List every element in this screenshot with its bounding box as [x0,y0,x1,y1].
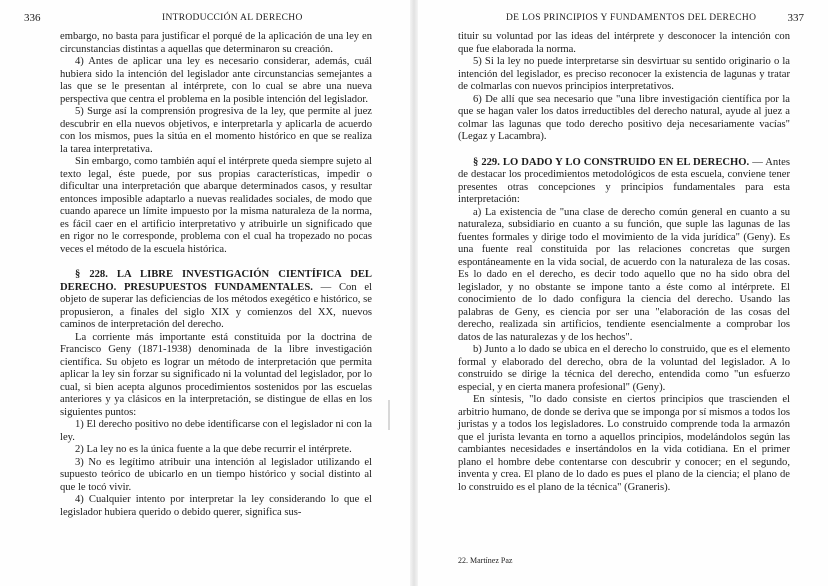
paragraph: 5) Surge así la comprensión progresiva de la ley, que permite al juez descubrir en ella nuevos objetivos, e interpretarla y aplicarla de acuerdo con los mismos, pues la sitúa en el momento histórico en que se realiza la tarea interpretativa. [60,106,372,155]
list-item: a) La existencia de "una clase de derecho común general en cuanto a su naturaleza, subsidiario en cuanto a su función, que suple las lagunas de las fuentes formales y dirige todo el movimiento de la vida jurídica" (Geny). Es una fuente real constituida por las relaciones concretas que surgen espontáneamente en la vida social, de acuerdo con la naturaleza de las cosas. Es lo dado en el derecho, es decir todo aquello que no ha sido obra del legislador, y no obstante se impone tanto a éste como al intérprete. El conocimiento de lo dado configura la ciencia del derecho. Usando las palabras de Geny, es ciencia por ser una "elaboración de las cosas del derecho, realizada sin artificios, tendiente esencialmente a comprobar los datos de las naturalezas y de los hechos". [458,206,790,343]
paragraph: La corriente más importante está constituida por la doctrina de Francisco Geny (1871-1938) denominada de la libre investigación científica. Su objeto es lograr un método de interpretación que permita aplicar la ley sin forzar su significado ni la voluntad del legislador, por lo cual, si bien acepta algunos procedimientos sostenidos por las escuelas anteriores y ya clásicos en la interpretación, se distingue de ellas en los siguientes puntos: [60,331,372,418]
list-item: 3) No es legítimo atribuir una intención al legislador utilizando el supuesto teórico de ubicarlo en un tiempo histórico y social distinto al que le tocó vivir. [60,456,372,493]
list-item: 2) La ley no es la única fuente a la que debe recurrir el intérprete. [75,444,352,455]
body-text [458,31,790,494]
list-item: 4) Cualquier intento por interpretar la ley considerando lo que el legislador hubiera querido o debido querer, significa sus- [60,494,372,518]
page-number: 336 [24,12,41,24]
signature-footer: 22. Martínez Paz [458,556,513,565]
list-item: 6) De allí que sea necesario que "una libre investigación científica por la que se hagan valer los datos irreductibles del derecho natural, ayude al juez a colmar las lagunas que todo derecho positivo deja necesariamente vacías" (Legaz y Lacambra). [458,93,790,142]
right-page [414,0,828,586]
section-paragraph [458,157,790,207]
paragraph: embargo, no basta para justificar el porqué de la aplicación de una ley en circunstancias distintas a aquellas que determinaron su creación. [60,31,372,55]
list-item: b) Junto a lo dado se ubica en el derecho lo construido, que es el elemento formal y elaborado del derecho, obra de la voluntad del legislador. A lo construido se dirige la técnica del derecho, entendida como "un esfuerzo especial, y en cierta manera profesional" (Geny). [458,344,790,393]
section-heading: § 228. LA LIBRE INVESTIGACIÓN CIENTÍFICA DEL DERECHO. PRESUPUESTOS FUNDAMENTALES. [60,269,372,293]
list-item: 1) El derecho positivo no debe identificarse con el legislador ni con la ley. [60,419,372,443]
running-head: INTRODUCCIÓN AL DERECHO [162,13,303,23]
scan-mark [388,400,390,430]
paragraph: tituir su voluntad por las ideas del intérprete y desconocer la intención con que fue elaborada la norma. [458,31,790,55]
section-intro: — Con el objeto de superar las deficiencias de los métodos exegético e histórico, se propusieron, a finales del siglo XIX y comienzos del XX, nuevos caminos de interpretación del derecho. [60,281,372,330]
paragraph: En síntesis, "lo dado consiste en ciertos principios que trascienden el arbitrio humano, de donde se deriva que se imponga por sí mismos a todos los juristas y a todos los legisladores. Lo construido comprende toda la armazón que el jurista levanta en torno a aquellos principios, modelándolos según las cambiantes necesidades e insertándolos en la vida cotidiana. En el primer plano el hombre debe contentarse con descubrir y conocer; en el segundo, inventa y crea. El plano de lo dado es pues el plano de la ciencia; el plano de lo construido es el plano de la técnica" (Graneris). [458,394,790,493]
page-number: 337 [787,12,804,24]
running-head: DE LOS PRINCIPIOS Y FUNDAMENTOS DEL DERECHO [506,13,757,23]
section-paragraph [60,269,372,332]
paragraph: 4) Antes de aplicar una ley es necesario considerar, además, cuál hubiera sido la intención del legislador ante circunstancias semejantes a las que se le presentan al intérprete, con lo cual se abre una nueva perspectiva que centra el problema en la posible intención del legislador. [60,56,372,105]
paragraph: Sin embargo, como también aquí el intérprete queda siempre sujeto al texto legal, éste puede, por sus propias características, impedir o dificultar una interpretación que abarque determinados casos, y resultar entonces imposible adaptarlo a nuevas realidades sociales, de modo que cuando aparece un límite impuesto por la misma naturaleza de la norma, es fácil caer en el artificio interpretativo y atribuirle un significado que en rigor no le corresponde, problema con el cual ha tropezado no pocas veces el método de la escuela histórica. [60,156,372,255]
body-text [60,31,372,519]
section-intro: — Antes de destacar los procedimientos metodológicos de esta escuela, conviene tener presentes otras concepciones y principios fundamentales para esta interpretación: [458,156,790,205]
list-item: 5) Si la ley no puede interpretarse sin desvirtuar su sentido originario o la intención del legislador, es preciso reconocer la existencia de lagunas y tratar de colmarlas con nuevos principios interpretativos. [458,56,790,92]
section-heading: § 229. LO DADO Y LO CONSTRUIDO EN EL DERECHO. [473,156,750,168]
